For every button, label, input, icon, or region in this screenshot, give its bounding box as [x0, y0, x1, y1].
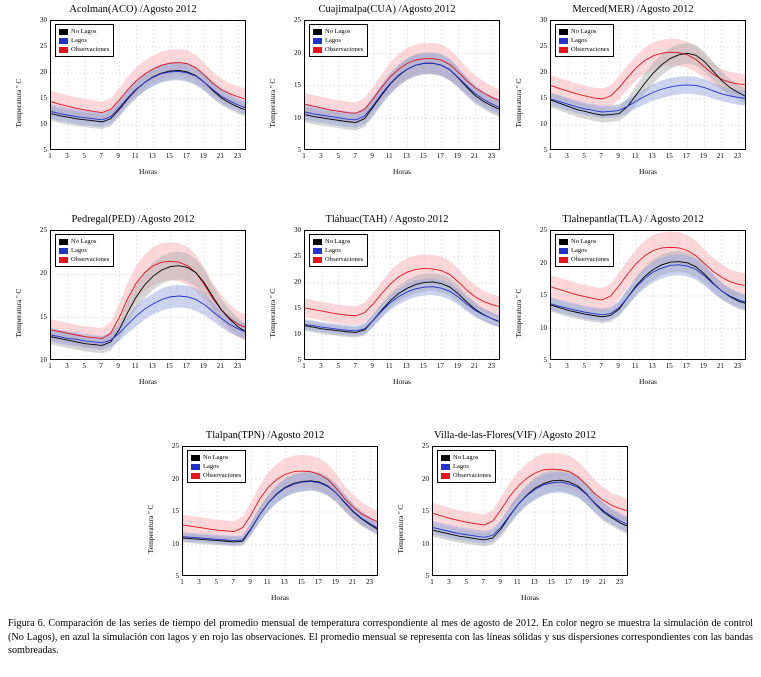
legend-item — [313, 255, 363, 264]
x-tick-label: 23 — [733, 362, 741, 370]
legend-label: No Lagos — [571, 238, 597, 245]
legend-item — [59, 27, 109, 36]
chart-legend — [309, 234, 368, 267]
x-axis-label: Horas — [393, 167, 411, 176]
legend-swatch-icon — [559, 38, 568, 44]
legend-item — [59, 255, 109, 264]
x-tick-label: 1 — [302, 362, 306, 370]
x-tick-label: 13 — [648, 362, 656, 370]
chart-title: Pedregal(PED) /Agosto 2012 — [71, 214, 195, 225]
legend-item — [559, 27, 609, 36]
legend-label: Lagos — [571, 37, 587, 44]
x-tick-label: 15 — [165, 152, 173, 160]
x-tick-label: 3 — [319, 362, 323, 370]
x-axis-label: Horas — [271, 593, 289, 602]
x-tick-label: 5 — [214, 578, 218, 586]
y-tick-label: 20 — [40, 269, 47, 278]
legend-swatch-icon — [559, 257, 568, 263]
y-tick-label: 10 — [540, 120, 547, 128]
legend-label: No Lagos — [325, 28, 351, 35]
legend-swatch-icon — [59, 38, 68, 44]
x-tick-label: 11 — [513, 578, 521, 586]
x-tick-label: 19 — [699, 362, 707, 370]
chart-panel — [8, 212, 258, 397]
y-axis-label: Temperatura º C — [514, 78, 523, 128]
y-axis-label: Temperatura º C — [14, 78, 23, 128]
legend-swatch-icon — [559, 29, 568, 35]
chart-title: Villa-de-las-Flores(VIF) /Agosto 2012 — [433, 430, 597, 441]
y-tick-label: 15 — [540, 94, 547, 102]
x-tick-label: 17 — [564, 578, 572, 586]
legend-item — [59, 36, 109, 45]
legend-swatch-icon — [441, 455, 450, 461]
figure-caption: Figura 6. Comparación de las series de tiempo del promedio mensual de temperatura correspondiente al mes de agosto de 2012. En color negro se muestra la simulación de control (No Lagos), en azul la simulación con lagos y en rojo las observaciones. El promedio mensual se representa con las líneas sólidas y sus dispersiones correspondientes con las bandas sombreadas. — [8, 618, 753, 657]
legend-label: Observaciones — [571, 256, 610, 263]
y-tick-label: 25 — [40, 226, 47, 234]
x-tick-label: 1 — [548, 152, 552, 160]
legend-swatch-icon — [191, 464, 200, 470]
legend-swatch-icon — [313, 257, 322, 263]
x-tick-label: 13 — [648, 152, 656, 160]
legend-label: Lagos — [571, 247, 587, 254]
x-tick-label: 7 — [481, 578, 485, 586]
x-tick-label: 7 — [599, 362, 603, 370]
legend-item — [441, 453, 491, 462]
y-tick-label: 25 — [422, 442, 429, 450]
legend-label: Observaciones — [571, 46, 610, 53]
y-tick-label: 20 — [40, 68, 47, 76]
x-tick-label: 7 — [231, 578, 235, 586]
y-tick-label: 10 — [540, 323, 547, 332]
y-axis-label: Temperatura º C — [146, 504, 155, 554]
x-tick-label: 5 — [82, 362, 86, 370]
legend-swatch-icon — [191, 455, 200, 461]
legend-swatch-icon — [313, 248, 322, 254]
legend-swatch-icon — [313, 239, 322, 245]
x-tick-label: 15 — [419, 152, 427, 160]
legend-item — [313, 27, 363, 36]
y-tick-label: 5 — [425, 572, 429, 580]
x-tick-label: 3 — [447, 578, 451, 586]
legend-item — [559, 36, 609, 45]
x-tick-label: 21 — [216, 152, 224, 160]
plot-area — [40, 226, 246, 370]
y-tick-label: 15 — [294, 304, 301, 312]
legend-label: Lagos — [453, 463, 469, 470]
y-axis-label: Temperatura º C — [268, 78, 277, 128]
x-tick-label: 21 — [716, 362, 724, 370]
chart-title: Merced(MER) /Agosto 2012 — [572, 4, 694, 15]
x-tick-label: 1 — [302, 152, 306, 160]
y-tick-label: 25 — [40, 42, 47, 50]
legend-item — [441, 471, 491, 480]
y-tick-label: 20 — [294, 48, 301, 57]
x-tick-label: 17 — [182, 362, 190, 370]
y-axis-label: Temperatura º C — [14, 288, 23, 338]
chart-title: Cuajimalpa(CUA) /Agosto 2012 — [318, 4, 456, 15]
y-tick-label: 30 — [294, 226, 301, 234]
y-tick-label: 10 — [294, 330, 301, 338]
legend-label: Lagos — [325, 247, 341, 254]
x-tick-label: 11 — [385, 152, 393, 160]
x-tick-label: 15 — [665, 152, 673, 160]
y-tick-label: 5 — [43, 146, 47, 154]
x-tick-label: 21 — [598, 578, 606, 586]
x-tick-label: 7 — [599, 152, 603, 160]
y-tick-label: 20 — [540, 258, 547, 267]
x-tick-label: 5 — [464, 578, 468, 586]
legend-label: No Lagos — [71, 28, 97, 35]
y-tick-label: 20 — [172, 474, 179, 483]
legend-item — [313, 45, 363, 54]
x-tick-label: 15 — [165, 362, 173, 370]
x-tick-label: 19 — [699, 152, 707, 160]
x-tick-label: 23 — [487, 362, 495, 370]
legend-swatch-icon — [559, 47, 568, 53]
chart-legend — [55, 24, 114, 57]
x-tick-label: 5 — [336, 362, 340, 370]
legend-label: No Lagos — [71, 238, 97, 245]
y-tick-label: 5 — [297, 146, 301, 154]
x-tick-label: 17 — [314, 578, 322, 586]
x-tick-label: 19 — [581, 578, 589, 586]
legend-item — [313, 246, 363, 255]
legend-label: Observaciones — [453, 472, 492, 479]
y-tick-label: 30 — [40, 16, 47, 24]
y-tick-label: 15 — [40, 94, 47, 102]
y-tick-label: 30 — [540, 16, 547, 24]
x-tick-label: 19 — [199, 152, 207, 160]
legend-swatch-icon — [59, 29, 68, 35]
x-tick-label: 19 — [453, 362, 461, 370]
x-tick-label: 13 — [280, 578, 288, 586]
x-tick-label: 9 — [370, 362, 374, 370]
x-tick-label: 9 — [248, 578, 252, 586]
x-tick-label: 17 — [182, 152, 190, 160]
chart-panel — [508, 2, 758, 187]
x-tick-label: 23 — [233, 362, 241, 370]
chart-legend — [55, 234, 114, 267]
legend-label: Observaciones — [325, 256, 364, 263]
x-tick-label: 15 — [419, 362, 427, 370]
x-tick-label: 23 — [365, 578, 373, 586]
x-tick-label: 13 — [402, 362, 410, 370]
x-tick-label: 3 — [65, 152, 69, 160]
y-tick-label: 5 — [175, 572, 179, 580]
legend-label: Lagos — [71, 247, 87, 254]
legend-label: No Lagos — [325, 238, 351, 245]
x-tick-label: 5 — [336, 152, 340, 160]
x-tick-label: 15 — [297, 578, 305, 586]
chart-panel — [8, 2, 258, 187]
plot-area — [294, 226, 500, 370]
x-tick-label: 21 — [470, 152, 478, 160]
plot-area — [540, 16, 746, 160]
chart-legend — [555, 24, 614, 57]
chart-panel — [262, 2, 512, 187]
x-tick-label: 23 — [487, 152, 495, 160]
legend-item — [313, 237, 363, 246]
x-tick-label: 5 — [582, 152, 586, 160]
plot-area — [540, 226, 746, 370]
legend-item — [559, 45, 609, 54]
legend-swatch-icon — [313, 47, 322, 53]
x-tick-label: 5 — [582, 362, 586, 370]
y-tick-label: 20 — [294, 278, 301, 286]
x-tick-label: 17 — [436, 152, 444, 160]
y-tick-label: 20 — [540, 68, 547, 76]
x-tick-label: 11 — [131, 152, 139, 160]
x-tick-label: 1 — [48, 362, 52, 370]
x-tick-label: 21 — [716, 152, 724, 160]
x-axis-label: Horas — [521, 593, 539, 602]
x-tick-label: 3 — [565, 152, 569, 160]
y-tick-label: 25 — [294, 16, 301, 24]
legend-item — [559, 246, 609, 255]
legend-item — [559, 237, 609, 246]
x-tick-label: 9 — [116, 152, 120, 160]
y-axis-label: Temperatura º C — [268, 288, 277, 338]
legend-label: No Lagos — [571, 28, 597, 35]
legend-swatch-icon — [313, 38, 322, 44]
x-tick-label: 9 — [616, 152, 620, 160]
x-tick-label: 5 — [82, 152, 86, 160]
y-tick-label: 25 — [540, 226, 547, 234]
x-tick-label: 7 — [99, 152, 103, 160]
x-tick-label: 19 — [199, 362, 207, 370]
x-tick-label: 17 — [436, 362, 444, 370]
x-tick-label: 23 — [615, 578, 623, 586]
y-tick-label: 15 — [422, 507, 429, 515]
chart-legend — [187, 450, 246, 483]
x-tick-label: 9 — [498, 578, 502, 586]
legend-label: Lagos — [325, 37, 341, 44]
y-tick-label: 15 — [172, 507, 179, 515]
y-tick-label: 10 — [40, 120, 47, 128]
x-tick-label: 7 — [353, 152, 357, 160]
x-tick-label: 13 — [148, 362, 156, 370]
x-tick-label: 11 — [385, 362, 393, 370]
x-tick-label: 23 — [233, 152, 241, 160]
y-tick-label: 25 — [172, 442, 179, 450]
x-tick-label: 23 — [733, 152, 741, 160]
y-tick-label: 5 — [543, 356, 547, 364]
plot-area — [172, 442, 378, 586]
x-tick-label: 3 — [565, 362, 569, 370]
chart-title: Acolman(ACO) /Agosto 2012 — [69, 4, 197, 15]
chart-legend — [437, 450, 496, 483]
chart-panel — [508, 212, 758, 397]
plot-area — [294, 16, 500, 160]
legend-label: No Lagos — [203, 454, 229, 461]
legend-swatch-icon — [441, 464, 450, 470]
legend-swatch-icon — [59, 47, 68, 53]
y-tick-label: 10 — [294, 113, 301, 122]
legend-label: Observaciones — [71, 256, 110, 263]
chart-panel — [262, 212, 512, 397]
x-tick-label: 3 — [65, 362, 69, 370]
x-axis-label: Horas — [639, 167, 657, 176]
legend-label: Lagos — [71, 37, 87, 44]
chart-title: Tlalpan(TPN) /Agosto 2012 — [205, 430, 325, 441]
x-tick-label: 11 — [263, 578, 271, 586]
y-axis-label: Temperatura º C — [396, 504, 405, 554]
x-tick-label: 21 — [470, 362, 478, 370]
y-tick-label: 25 — [294, 252, 301, 260]
x-tick-label: 1 — [180, 578, 184, 586]
x-tick-label: 9 — [616, 362, 620, 370]
x-tick-label: 9 — [116, 362, 120, 370]
legend-label: Observaciones — [325, 46, 364, 53]
chart-legend — [555, 234, 614, 267]
legend-item — [559, 255, 609, 264]
legend-item — [191, 462, 241, 471]
x-tick-label: 15 — [547, 578, 555, 586]
x-tick-label: 21 — [348, 578, 356, 586]
chart-title: Tláhuac(TAH) / Agosto 2012 — [325, 214, 449, 225]
x-tick-label: 9 — [370, 152, 374, 160]
legend-item — [191, 453, 241, 462]
x-tick-label: 7 — [353, 362, 357, 370]
legend-label: No Lagos — [453, 454, 479, 461]
y-tick-label: 15 — [294, 81, 301, 89]
legend-item — [59, 237, 109, 246]
legend-swatch-icon — [191, 473, 200, 479]
x-tick-label: 13 — [148, 152, 156, 160]
legend-item — [191, 471, 241, 480]
x-axis-label: Horas — [139, 167, 157, 176]
x-tick-label: 1 — [548, 362, 552, 370]
x-axis-label: Horas — [639, 377, 657, 386]
legend-swatch-icon — [59, 257, 68, 263]
x-tick-label: 11 — [631, 362, 639, 370]
x-tick-label: 19 — [453, 152, 461, 160]
chart-title: Tlalnepantla(TLA) / Agosto 2012 — [562, 214, 704, 225]
x-tick-label: 3 — [319, 152, 323, 160]
x-axis-label: Horas — [139, 377, 157, 386]
legend-item — [313, 36, 363, 45]
legend-label: Lagos — [203, 463, 219, 470]
legend-label: Observaciones — [203, 472, 242, 479]
chart-legend — [309, 24, 368, 57]
legend-item — [59, 246, 109, 255]
x-tick-label: 17 — [682, 362, 690, 370]
x-axis-label: Horas — [393, 377, 411, 386]
legend-swatch-icon — [59, 248, 68, 254]
y-tick-label: 10 — [422, 539, 429, 548]
plot-area — [422, 442, 628, 586]
legend-label: Observaciones — [71, 46, 110, 53]
y-axis-label: Temperatura º C — [514, 288, 523, 338]
x-tick-label: 11 — [631, 152, 639, 160]
legend-swatch-icon — [441, 473, 450, 479]
y-tick-label: 10 — [172, 539, 179, 548]
x-tick-label: 3 — [197, 578, 201, 586]
legend-item — [59, 45, 109, 54]
y-tick-label: 5 — [543, 146, 547, 154]
x-tick-label: 13 — [402, 152, 410, 160]
x-tick-label: 13 — [530, 578, 538, 586]
x-tick-label: 21 — [216, 362, 224, 370]
legend-swatch-icon — [59, 239, 68, 245]
y-tick-label: 20 — [422, 474, 429, 483]
x-tick-label: 19 — [331, 578, 339, 586]
y-tick-label: 15 — [40, 312, 47, 321]
plot-area — [40, 16, 246, 160]
legend-item — [441, 462, 491, 471]
x-tick-label: 7 — [99, 362, 103, 370]
legend-swatch-icon — [313, 29, 322, 35]
chart-panel — [140, 428, 390, 613]
chart-panel — [390, 428, 640, 613]
y-tick-label: 10 — [40, 356, 47, 364]
x-tick-label: 17 — [682, 152, 690, 160]
y-tick-label: 25 — [540, 42, 547, 50]
x-tick-label: 1 — [48, 152, 52, 160]
x-tick-label: 1 — [430, 578, 434, 586]
y-tick-label: 5 — [297, 356, 301, 364]
y-tick-label: 15 — [540, 291, 547, 299]
x-tick-label: 15 — [665, 362, 673, 370]
legend-swatch-icon — [559, 248, 568, 254]
x-tick-label: 11 — [131, 362, 139, 370]
legend-swatch-icon — [559, 239, 568, 245]
